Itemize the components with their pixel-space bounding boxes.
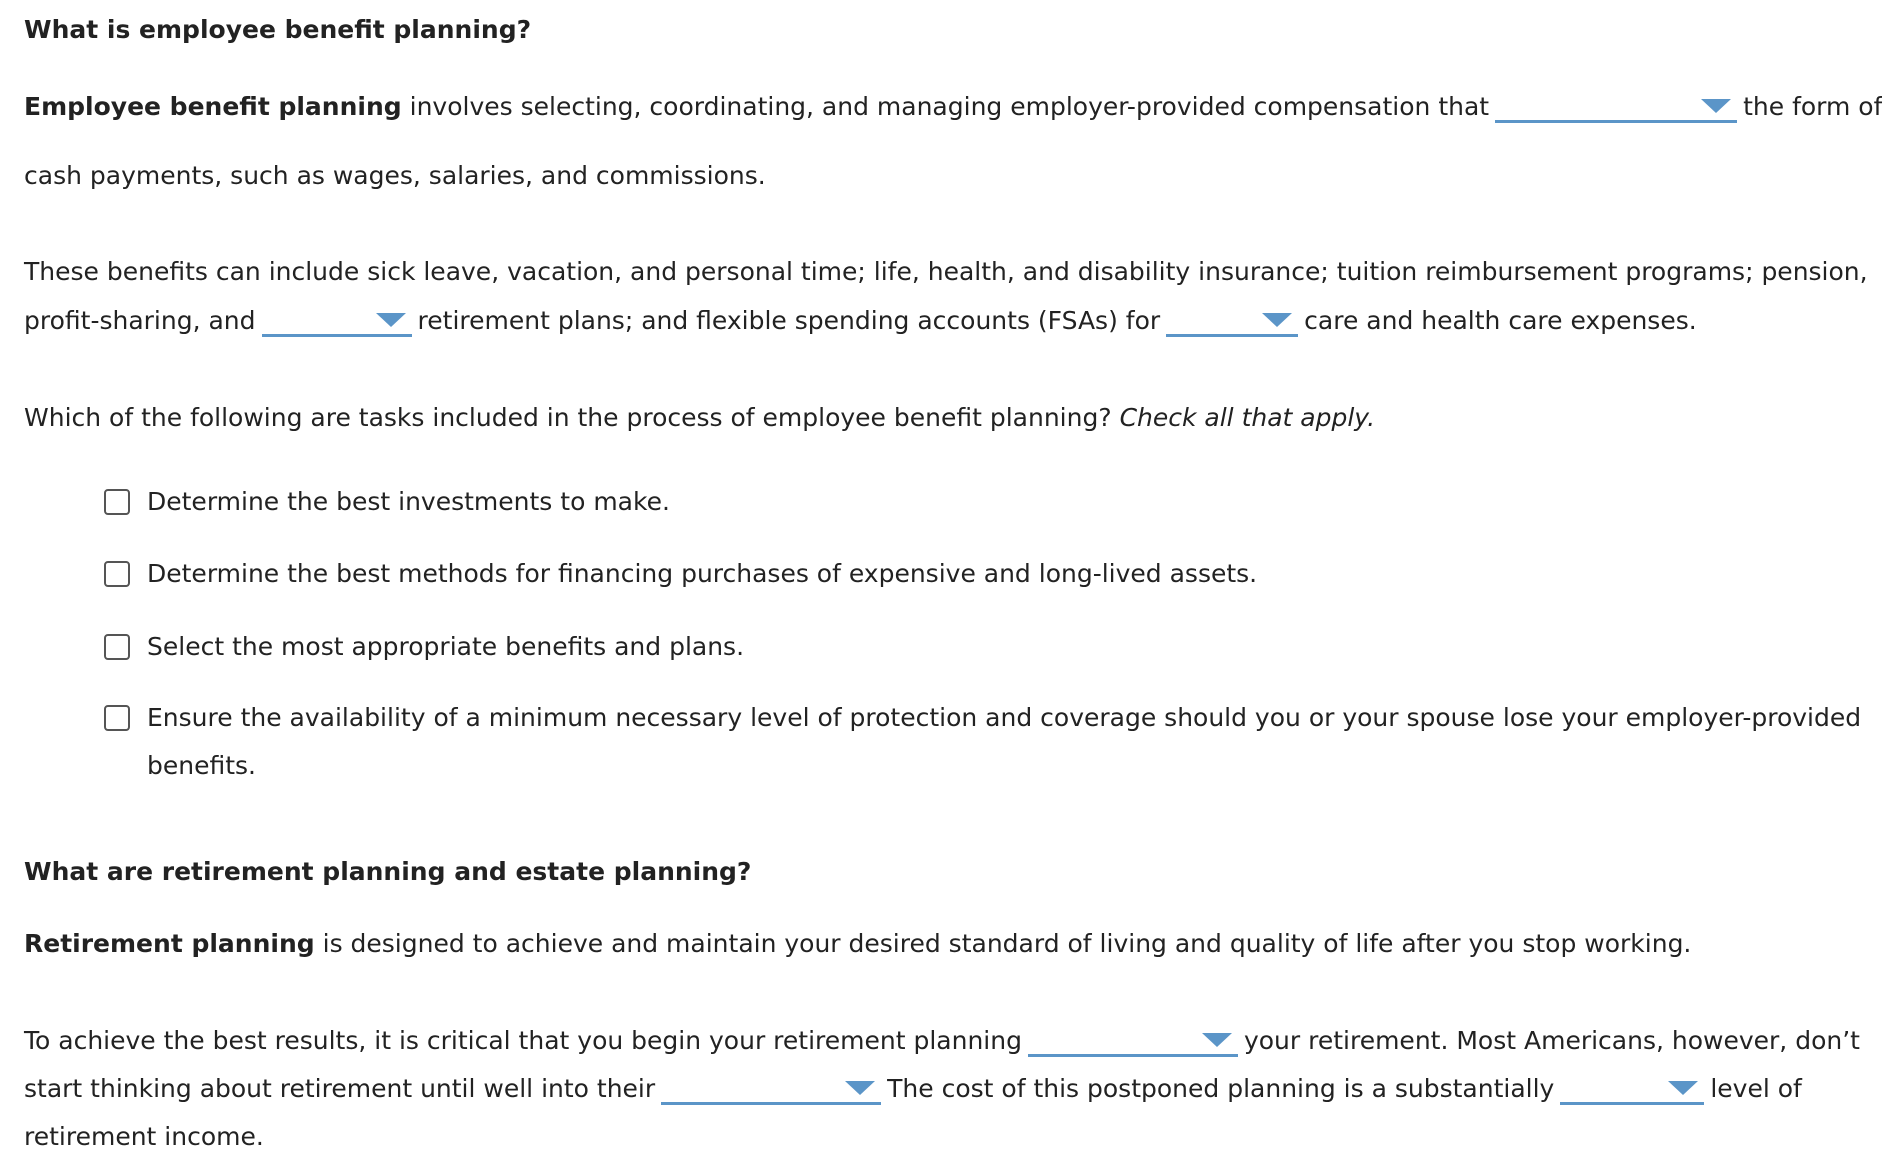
paragraph-benefits-list-line1: These benefits can include sick leave, vacation, and personal time; life, health, and disability insurance; tuition reimbursement programs; pension, [24,257,1868,286]
term-employee-benefit-planning: Employee benefit planning [24,92,402,121]
question-instruction: Check all that apply. [1119,403,1376,432]
chevron-down-icon [1202,1033,1232,1047]
term-retirement-planning: Retirement planning [24,929,315,958]
text-retirement-definition: is designed to achieve and maintain your desired standard of living and quality of life after you stop working. [314,929,1692,958]
option-label-2: Determine the best methods for financing purchases of expensive and long-lived assets. [147,559,1258,588]
text-level-of: level of [1710,1074,1802,1103]
checkbox-option-3[interactable] [104,634,130,660]
paragraph-retirement-definition [24,928,1691,960]
checkbox-option-4[interactable] [104,705,130,731]
section-heading-employee-benefit: What is employee benefit planning? [24,15,532,44]
option-label-4: Ensure the availability of a minimum necessary level of protection and coverage should you or your spouse lose your employer-provided [147,703,1862,732]
option-label-1: Determine the best investments to make. [147,487,670,516]
checkbox-option-1[interactable] [104,489,130,515]
question-text: Which of the following are tasks included in the process of employee benefit planning? [24,403,1120,432]
paragraph-benefits-list-line2 [24,305,1697,337]
paragraph-retirement-timing-line3: retirement income. [24,1122,264,1151]
paragraph-benefit-definition-line2: cash payments, such as wages, salaries, and commissions. [24,161,766,190]
section-heading-retirement-estate: What are retirement planning and estate planning? [24,857,752,886]
question-tasks [24,402,1375,434]
option-label-4-cont: benefits. [147,751,256,780]
text-benefit-definition: involves selecting, coordinating, and managing employer-provided compensation that [401,92,1490,121]
dropdown-care-type[interactable] [1166,307,1298,337]
text-profit-sharing: profit-sharing, and [24,306,256,335]
dropdown-income-level[interactable] [1560,1075,1704,1105]
text-the-form-of: the form of [1743,92,1882,121]
text-your-retirement: your retirement. Most Americans, however, don’t [1243,1026,1860,1055]
dropdown-retirement-plan-type[interactable] [262,307,412,337]
chevron-down-icon [1262,313,1292,327]
checkbox-option-2[interactable] [104,561,130,587]
paragraph-retirement-timing-line2 [24,1073,1802,1105]
chevron-down-icon [1701,99,1731,113]
text-retirement-plans-fsa: retirement plans; and flexible spending accounts (FSAs) for [417,306,1161,335]
text-begin-planning: To achieve the best results, it is critical that you begin your retirement planning [24,1026,1022,1055]
dropdown-age-range[interactable] [661,1075,881,1105]
text-well-into-their: start thinking about retirement until well into their [24,1074,656,1103]
chevron-down-icon [1668,1081,1698,1095]
paragraph-retirement-timing-line1 [24,1025,1860,1057]
dropdown-planning-timing[interactable] [1028,1027,1238,1057]
text-care-expenses: care and health care expenses. [1304,306,1697,335]
paragraph-benefit-definition-line1 [24,91,1882,123]
dropdown-compensation-form[interactable] [1495,93,1737,123]
chevron-down-icon [376,313,406,327]
text-postponed-cost: The cost of this postponed planning is a substantially [887,1074,1555,1103]
chevron-down-icon [845,1081,875,1095]
option-label-3: Select the most appropriate benefits and plans. [147,632,745,661]
